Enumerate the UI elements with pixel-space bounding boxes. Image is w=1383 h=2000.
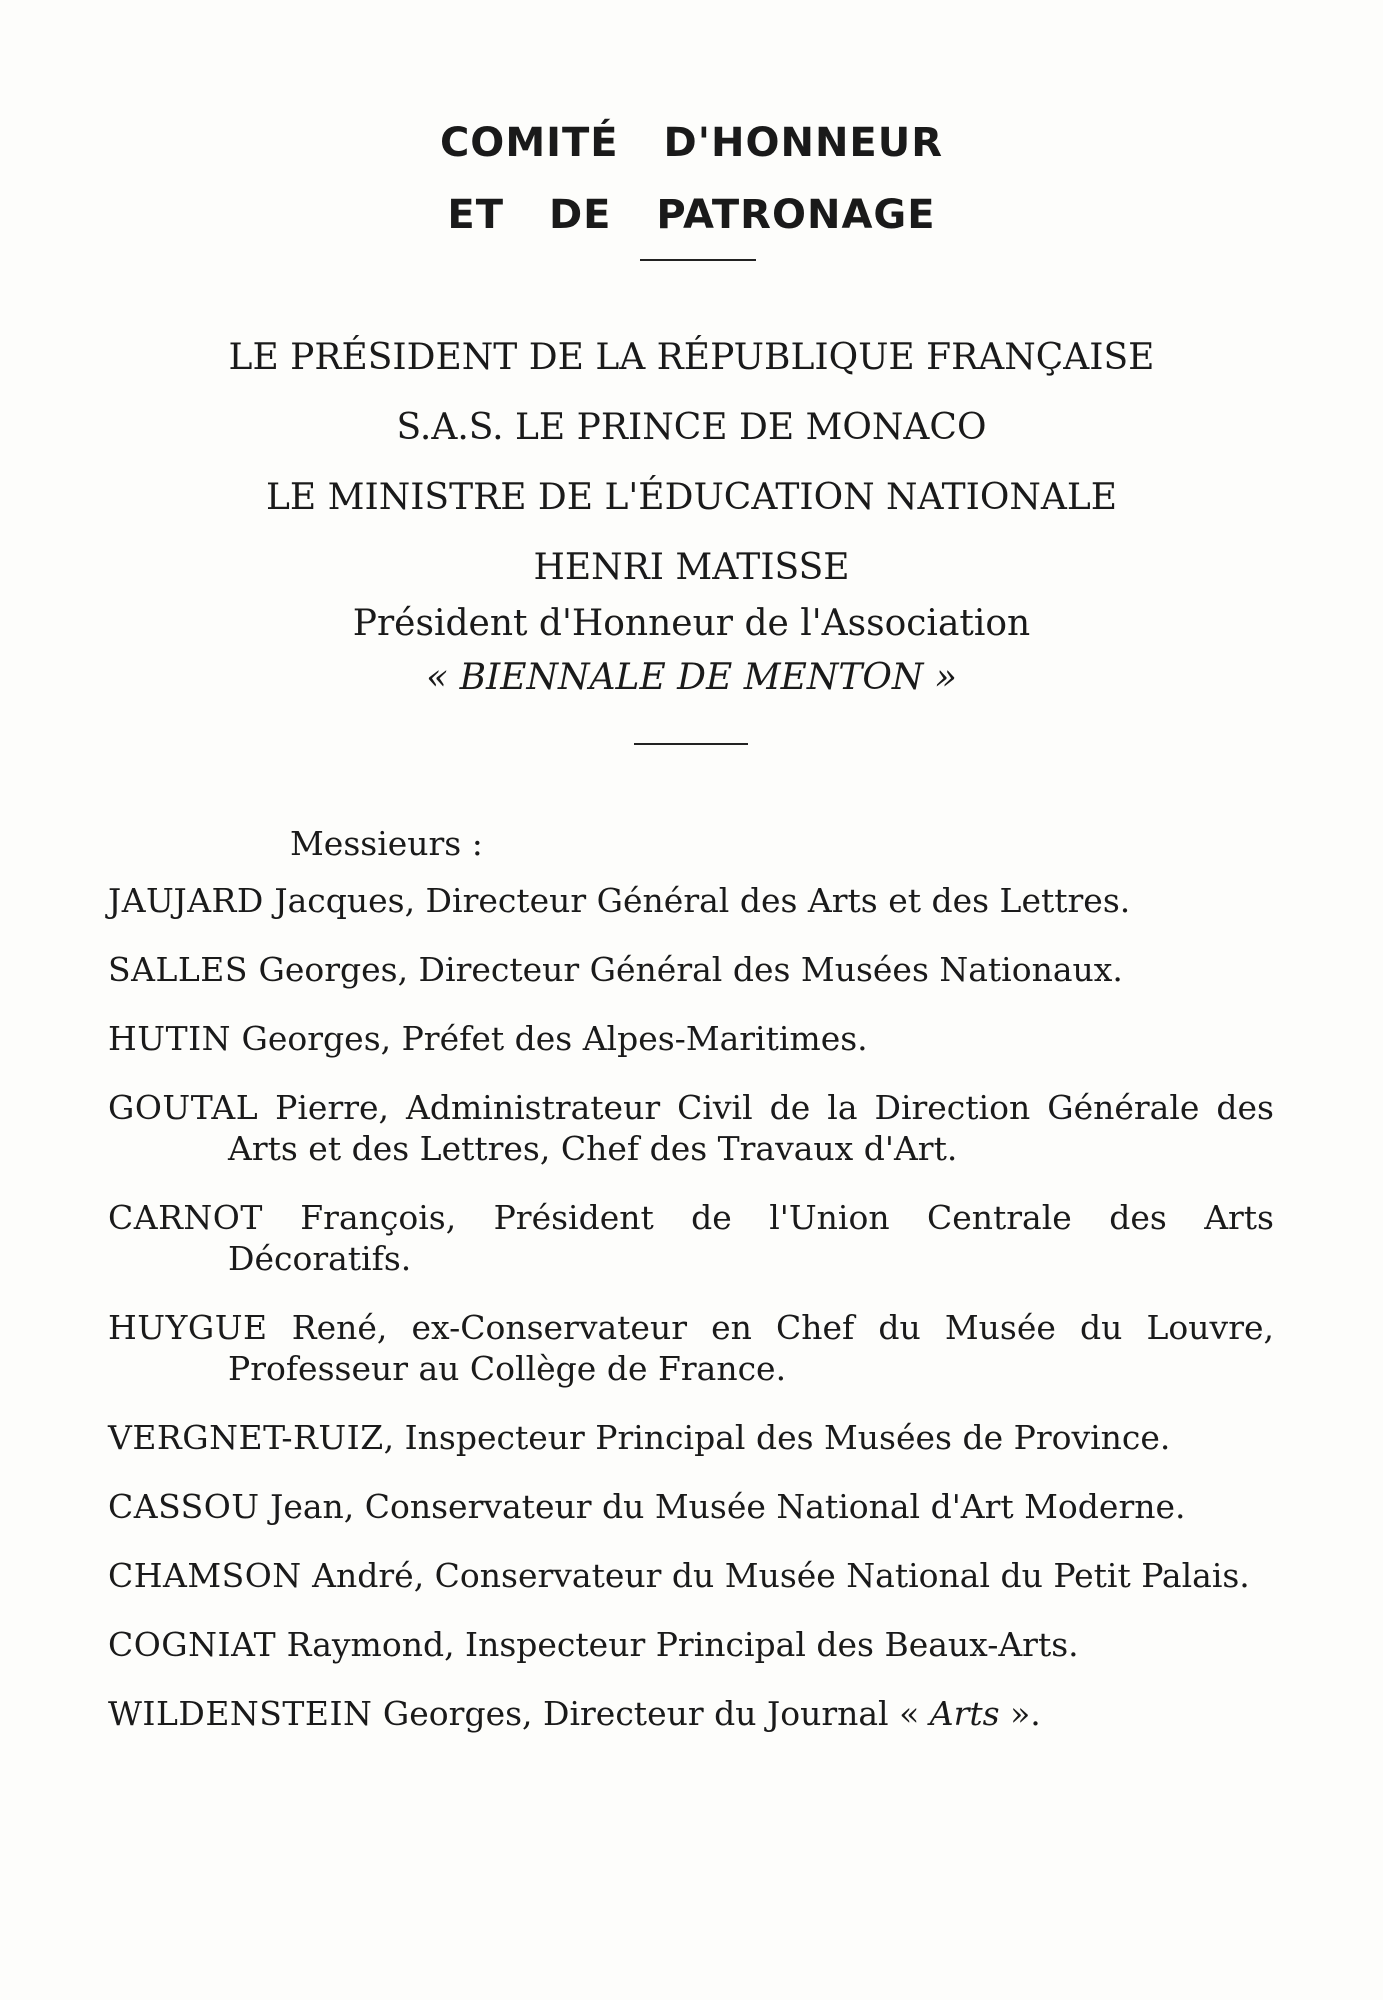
member-name: SALLES	[108, 950, 248, 989]
patron-prince: S.A.S. LE PRINCE DE MONACO	[396, 407, 987, 448]
member-name: VERGNET-RUIZ	[108, 1418, 384, 1457]
list-item	[108, 1018, 1274, 1059]
member-description: Raymond, Inspecteur Principal des Beaux-Arts.	[276, 1625, 1079, 1664]
list-item	[108, 1307, 1274, 1389]
journal-title: Arts	[929, 1694, 1000, 1733]
heading-line-2: ET DE PATRONAGE	[447, 192, 936, 238]
member-name: CHAMSON	[108, 1556, 302, 1595]
member-description: Georges, Directeur Général des Musées Nationaux.	[247, 950, 1123, 989]
list-item	[108, 1555, 1274, 1596]
heading-line-1: COMITÉ D'HONNEUR	[439, 120, 944, 166]
list-item	[108, 1087, 1274, 1169]
member-name: GOUTAL	[108, 1088, 259, 1127]
patron-matisse-title: Président d'Honneur de l'Association	[352, 603, 1031, 644]
member-description: Pierre, Administrateur Civil de la Direction Générale des Arts et des Lettres, Chef des Travaux d'Art.	[228, 1088, 1274, 1168]
member-description-end: ».	[999, 1694, 1041, 1733]
list-item	[108, 949, 1274, 990]
member-description: René, ex-Conservateur en Chef du Musée du Louvre, Professeur au Collège de France.	[228, 1308, 1274, 1388]
member-description: Georges, Préfet des Alpes-Maritimes.	[231, 1019, 868, 1058]
patron-minister: LE MINISTRE DE L'ÉDUCATION NATIONALE	[265, 477, 1118, 518]
member-name: HUYGUE	[108, 1308, 268, 1347]
member-name: COGNIAT	[108, 1625, 277, 1664]
member-name: WILDENSTEIN	[108, 1694, 373, 1733]
list-item	[108, 880, 1274, 921]
member-description: Georges, Directeur du Journal «	[372, 1694, 930, 1733]
member-name: CASSOU	[108, 1487, 260, 1526]
member-description: François, Président de l'Union Centrale des Arts Décoratifs.	[228, 1198, 1274, 1278]
member-name: HUTIN	[108, 1019, 232, 1058]
list-item	[108, 1693, 1274, 1734]
member-description: André, Conservateur du Musée National du Petit Palais.	[301, 1556, 1250, 1595]
salutation: Messieurs :	[290, 824, 483, 863]
list-item	[108, 1486, 1274, 1527]
member-name: JAUJARD	[108, 881, 264, 920]
patron-president: LE PRÉSIDENT DE LA RÉPUBLIQUE FRANÇAISE	[228, 337, 1155, 378]
list-item	[108, 1417, 1274, 1458]
member-description: Jacques, Directeur Général des Arts et des Lettres.	[263, 881, 1131, 920]
divider-rule	[634, 743, 748, 745]
member-list	[108, 880, 1274, 1762]
patron-association-name: « BIENNALE DE MENTON »	[426, 657, 957, 698]
member-description: Jean, Conservateur du Musée National d'Art Moderne.	[259, 1487, 1186, 1526]
patron-matisse: HENRI MATISSE	[533, 547, 850, 588]
list-item	[108, 1624, 1274, 1665]
member-description: , Inspecteur Principal des Musées de Province.	[383, 1418, 1171, 1457]
list-item	[108, 1197, 1274, 1279]
divider-rule	[640, 259, 756, 261]
member-name: CARNOT	[108, 1198, 263, 1237]
